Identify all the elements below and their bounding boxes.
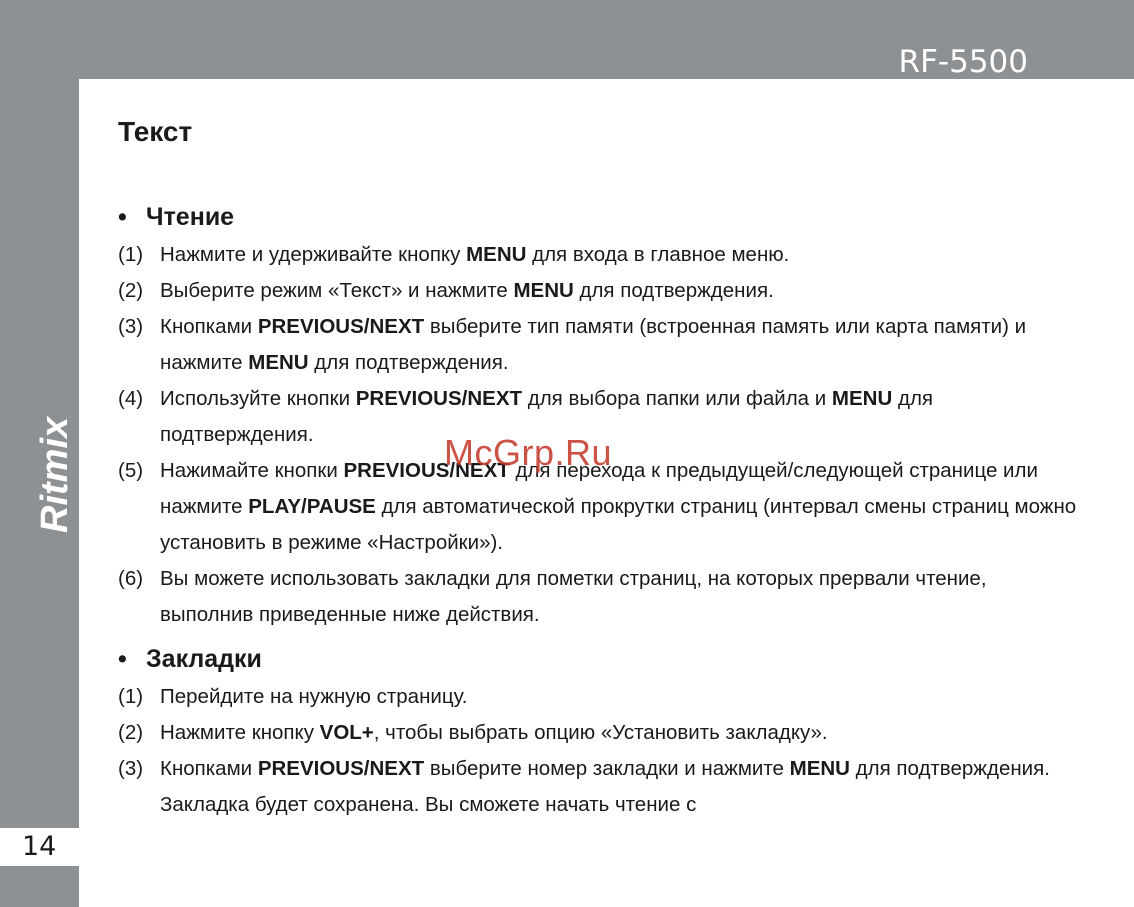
model-title: RF-5500 [898, 44, 1028, 80]
bullet-icon: • [118, 645, 127, 673]
list-item [118, 273, 1078, 309]
step-number: (3) [118, 315, 144, 338]
list-item [118, 715, 1078, 751]
step-text: для входа в главное меню. [526, 243, 790, 266]
step-text: для перехода к предыдущей/следующей странице или нажмите [160, 459, 1038, 518]
step-text: для подтверждения. Закладка будет сохранена. Вы сможете начать чтение с [160, 757, 1050, 816]
step-number: (2) [118, 279, 144, 302]
section-heading [118, 639, 1078, 679]
list-item [118, 751, 1078, 823]
bullet-icon: • [118, 203, 127, 231]
step-text: Перейдите на нужную страницу. [160, 685, 468, 708]
step-text: для подтверждения. [308, 351, 509, 374]
step-text: Кнопками [160, 315, 258, 338]
key-name: MENU [513, 279, 574, 302]
key-name: MENU [831, 387, 893, 410]
step-text: Кнопками [160, 757, 258, 780]
watermark: McGrp.Ru [444, 432, 613, 473]
step-number: (2) [118, 721, 144, 744]
key-name: MENU [789, 757, 850, 780]
key-name: PREVIOUS/NEXT [343, 459, 510, 482]
section-bookmarks [118, 639, 1078, 823]
key-name: MENU [466, 243, 527, 266]
step-text: для выбора папки или файла и [522, 387, 832, 410]
step-number: (1) [118, 243, 144, 266]
page-title: Текст [118, 116, 193, 147]
list-item [118, 679, 1078, 715]
step-text: Нажмите кнопку [160, 721, 320, 744]
key-name: MENU [248, 351, 309, 374]
step-text: для автоматической прокрутки страниц (интервал смены страниц можно установить в режиме «Настройки»). [160, 495, 1077, 554]
step-text: выберите номер закладки и нажмите [424, 757, 790, 780]
step-number: (1) [118, 685, 144, 708]
step-text: , чтобы выбрать опцию «Установить закладку». [373, 721, 828, 744]
step-number: (3) [118, 757, 144, 780]
key-name: PREVIOUS/NEXT [257, 757, 425, 780]
step-text: Выберите режим «Текст» и нажмите [160, 279, 514, 302]
section-reading [118, 197, 1078, 633]
list-item [118, 561, 1078, 633]
step-text: Используйте кнопки [160, 387, 356, 410]
brand-logo [0, 375, 79, 540]
step-number: (6) [118, 567, 144, 590]
key-name: VOL+ [319, 721, 374, 744]
step-text: выберите тип памяти (встроенная память или карта памяти) и нажмите [160, 315, 1027, 374]
step-text: для подтверждения. [160, 387, 934, 446]
section-heading-text: Чтение [146, 203, 235, 231]
step-number: (5) [118, 459, 144, 482]
steps-list [118, 679, 1078, 823]
step-number: (4) [118, 387, 144, 410]
list-item [118, 237, 1078, 273]
step-text: Вы можете использовать закладки для пометки страниц, на которых прервали чтение, выполнив приведенные ниже действия. [160, 567, 987, 626]
step-text: Нажимайте кнопки [160, 459, 344, 482]
key-name: PREVIOUS/NEXT [257, 315, 425, 338]
section-heading-text: Закладки [146, 645, 262, 673]
step-text: для подтверждения. [573, 279, 774, 302]
step-text: Нажмите и удерживайте кнопку [160, 243, 467, 266]
key-name: PLAY/PAUSE [248, 495, 376, 518]
section-heading [118, 197, 1078, 237]
list-item [118, 309, 1078, 381]
page-number: 14 [22, 831, 57, 862]
brand-logo-text: Ritmix [34, 416, 76, 533]
key-name: PREVIOUS/NEXT [355, 387, 523, 410]
